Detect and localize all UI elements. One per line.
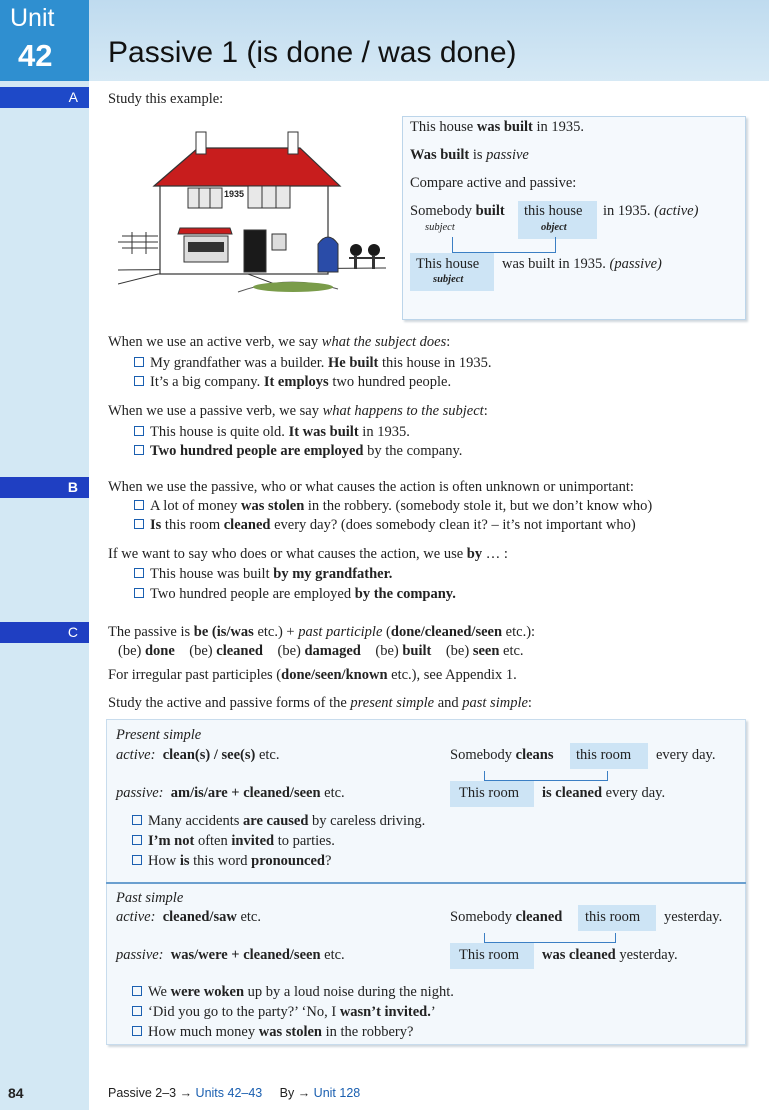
passive-verb-rule: When we use a passive verb, we say what happens to the subject:	[108, 403, 488, 419]
past-subject-phrase: This room	[459, 947, 520, 963]
section-c-rule: The passive is be (is/was etc.) + past participle (done/cleaned/seen etc.):	[108, 624, 536, 640]
unit-badge	[0, 0, 89, 81]
house-year: 1935	[224, 189, 245, 199]
subject-phrase: This house	[416, 256, 480, 272]
present-active-example: Somebody cleans	[450, 747, 554, 763]
object-label: object	[541, 222, 567, 233]
study-forms-intro: Study the active and passive forms of the present simple and past simple:	[108, 695, 532, 711]
object-phrase: this house	[524, 203, 583, 219]
subject-label: subject	[425, 222, 455, 233]
box-line-3: Compare active and passive:	[410, 175, 577, 191]
box-line-4-end: in 1935. (active)	[603, 203, 699, 219]
example-active-2: It’s a big company. It employs two hundred people.	[134, 374, 451, 391]
box-line-1: This house was built in 1935.	[410, 119, 585, 135]
past-active-form: active: cleaned/saw etc.	[116, 909, 261, 925]
unit-word: Unit	[10, 4, 55, 32]
sidebar	[0, 0, 89, 1110]
unit-number: 42	[18, 38, 53, 73]
past-object-phrase: this room	[585, 909, 641, 925]
past-connector	[484, 933, 616, 943]
present-example-2: I’m not often invited to parties.	[132, 833, 335, 850]
house-illustration	[118, 124, 390, 302]
footer-cross-references: Passive 2–3 → Units 42–43 By → Unit 128	[108, 1086, 361, 1100]
link-units-42-43[interactable]: Units 42–43	[192, 1086, 263, 1100]
present-passive-example: is cleaned every day.	[542, 785, 666, 801]
example-active-1: My grandfather was a builder. He built this house in 1935.	[134, 355, 492, 372]
section-b-by-rule: If we want to say who does or what causes the action, we use by … :	[108, 546, 508, 562]
irregular-participles-note: For irregular past participles (done/seen/known etc.), see Appendix 1.	[108, 667, 517, 683]
example-passive-1: This house is quite old. It was built in 1935.	[134, 424, 410, 441]
section-b-example-1: A lot of money was stolen in the robbery. (somebody stole it, but we don’t know who)	[134, 498, 652, 515]
section-b-example-4: Two hundred people are employed by the company.	[134, 586, 456, 603]
page-title: Passive 1 (is done / was done)	[108, 36, 517, 69]
section-a-marker: A	[0, 87, 89, 108]
present-example-1: Many accidents are caused by careless driving.	[132, 813, 425, 830]
page-number: 84	[8, 1085, 24, 1101]
box-line-5: was built in 1935. (passive)	[502, 256, 662, 272]
subject-object-connector	[452, 237, 556, 253]
box-line-2: Was built is passive	[410, 147, 529, 163]
section-b-example-2: Is this room cleaned every day? (does somebody clean it? – it’s not important who)	[134, 517, 636, 534]
present-connector	[484, 771, 608, 781]
past-passive-example: was cleaned yesterday.	[542, 947, 678, 963]
subject-label-2: subject	[433, 274, 464, 285]
study-example-intro: Study this example:	[108, 91, 224, 107]
present-passive-form: passive: am/is/are + cleaned/seen etc.	[116, 785, 345, 801]
arrow-icon: →	[297, 1086, 311, 1100]
present-active-form: active: clean(s) / see(s) etc.	[116, 747, 280, 763]
active-verb-rule: When we use an active verb, we say what the subject does:	[108, 334, 451, 350]
example-passive-2: Two hundred people are employed by the company.	[134, 443, 462, 460]
arrow-icon: →	[179, 1086, 193, 1100]
present-simple-heading: Present simple	[116, 727, 202, 743]
present-active-end: every day.	[656, 747, 716, 763]
box-line-4: Somebody built	[410, 203, 505, 219]
past-example-2: ‘Did you go to the party?’ ‘No, I wasn’t invited.’	[132, 1004, 436, 1021]
section-c-marker: C	[0, 622, 89, 643]
past-example-3: How much money was stolen in the robbery?	[132, 1024, 413, 1041]
table-divider	[106, 882, 746, 884]
participle-forms: (be) done (be) cleaned (be) damaged (be) built (be) seen etc.	[118, 643, 524, 659]
section-b-marker: B	[0, 477, 89, 498]
past-active-end: yesterday.	[664, 909, 723, 925]
present-subject-phrase: This room	[459, 785, 520, 801]
past-example-1: We were woken up by a loud noise during the night.	[132, 984, 454, 1001]
present-object-phrase: this room	[576, 747, 632, 763]
past-active-example: Somebody cleaned	[450, 909, 563, 925]
section-b-rule: When we use the passive, who or what causes the action is often unknown or unimportant:	[108, 479, 634, 495]
link-unit-128[interactable]: Unit 128	[310, 1086, 361, 1100]
past-passive-form: passive: was/were + cleaned/seen etc.	[116, 947, 345, 963]
past-simple-heading: Past simple	[116, 890, 184, 906]
present-example-3: How is this word pronounced?	[132, 853, 331, 870]
section-b-example-3: This house was built by my grandfather.	[134, 566, 392, 583]
